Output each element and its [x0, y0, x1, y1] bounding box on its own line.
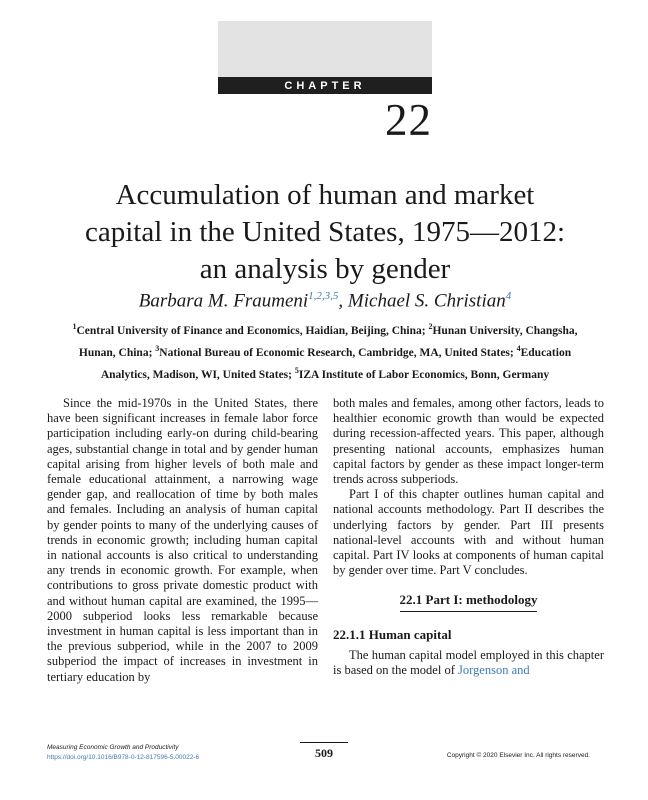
title-line: Accumulation of human and market	[115, 179, 535, 211]
affiliation-text: Hunan University, Changsha,	[432, 324, 578, 337]
left-column	[47, 396, 318, 685]
affiliation-text: IZA Institute of Labor Economics, Bonn, Germany	[298, 368, 550, 381]
chapter-title	[40, 177, 610, 288]
affiliation-text: Central University of Finance and Economics, Haidian, Beijing, China;	[76, 324, 429, 337]
chapter-number: 22	[385, 95, 432, 145]
affiliation-marker: 1	[72, 322, 77, 331]
affiliation-marker: 5	[294, 365, 299, 375]
subsection-heading: 22.1.1 Human capital	[333, 626, 452, 642]
paragraph-text: The human capital model employed in this chapter is based on the model of	[333, 647, 604, 678]
author-name: Michael S. Christian	[347, 290, 506, 312]
affiliation-text: Analytics, Madison, WI, United States;	[100, 368, 295, 381]
affiliation-text: National Bureau of Economic Research, Cambridge, MA, United States;	[159, 346, 517, 359]
page-number: 509	[300, 742, 348, 761]
book-title: Measuring Economic Growth and Productivity	[47, 744, 179, 751]
affiliation-line	[40, 362, 610, 384]
affiliation-line	[40, 318, 610, 340]
footer-book-info	[47, 743, 199, 763]
section-heading	[333, 592, 604, 614]
author-name: Barbara M. Fraumeni	[138, 290, 309, 312]
affiliation-text: Hunan, China;	[78, 346, 156, 359]
author-list	[30, 290, 620, 312]
section-heading-text: 22.1 Part I: methodology	[400, 592, 538, 611]
affiliation-marker: 4	[516, 343, 521, 353]
affiliations	[40, 318, 610, 383]
affiliation-line	[40, 340, 610, 362]
body-paragraph	[333, 648, 604, 678]
title-line: capital in the United States, 1975—2012:	[84, 216, 566, 248]
chapter-header-box	[218, 21, 432, 77]
doi-link[interactable]: https://doi.org/10.1016/B978-0-12-817596-5.00022-6	[47, 754, 200, 761]
title-line: an analysis by gender	[199, 253, 451, 285]
chapter-label: CHAPTER	[218, 77, 432, 94]
citation-link[interactable]: Jorgenson and	[457, 663, 530, 678]
affiliation-marker: 3	[155, 343, 160, 353]
author-separator: ,	[338, 290, 348, 312]
affiliation-marker: 2	[428, 322, 433, 331]
copyright: Copyright © 2020 Elsevier Inc. All rights reserved.	[446, 752, 590, 759]
body-paragraph: both males and females, among other factors, leads to healthier economic growth than would be expected during recession-affected years. This paper, although presenting national accounts, emphasizes human capital factors by gender as these impact longer-term trends across subperiods.	[333, 396, 604, 487]
body-paragraph: Part I of this chapter outlines human capital and national accounts methodology. Part II describes the underlying factors by gender. Part III presents national-level accounts with and without human capital. Part IV looks at components of human capital by gender over time. Part V concludes.	[333, 487, 604, 578]
author-affiliation-link[interactable]: 4	[505, 290, 512, 302]
author-affiliation-link[interactable]: 1,2,3,5	[308, 290, 339, 302]
affiliation-text: Education	[520, 346, 572, 359]
right-column	[333, 396, 604, 678]
body-paragraph: Since the mid-1970s in the United States, there have been significant increases in female labor force participation including early-on during child-bearing ages, substantial change in total and by gender human capital arising from higher levels of both male and female educational attainment, a narrowing wage gender gap, and reallocation of time by both males and females. Including an analysis of human capital by gender points to many of the underlying causes of trends in economic growth; including human capital in national accounts is also critical to understanding any trends in economic growth. For example, when contributions to gross private domestic product with and without human capital are examined, the 1995—2000 subperiod looks less remarkable because investment in human capital is less important than in the previous subperiod, while in the 2007 to 2009 subperiod the impact of increases in investment in tertiary education by	[47, 396, 318, 684]
